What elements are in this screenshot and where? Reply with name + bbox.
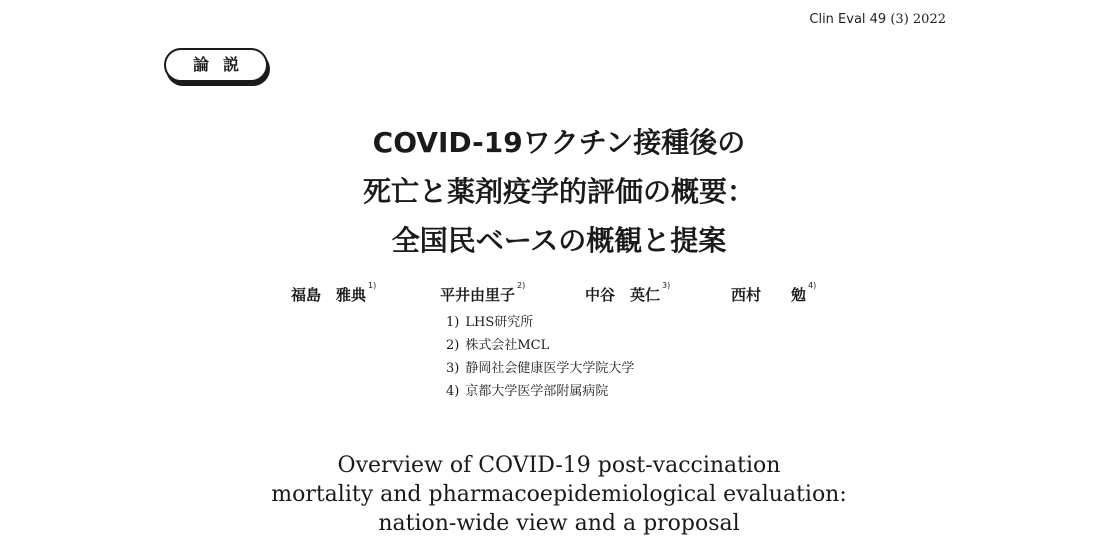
affiliation-number: 2) (446, 338, 460, 353)
author-name: 西村 勉 (731, 286, 807, 304)
title-ja-line-2: 死亡と薬剤疫学的評価の概要： (362, 175, 755, 208)
author-affil-mark: 1) (368, 281, 377, 290)
affiliation-name: 株式会社MCL (465, 338, 550, 353)
affiliation-name: LHS研究所 (465, 315, 534, 330)
affiliation-2 (446, 334, 634, 357)
title-ja-line-1: COVID-19ワクチン接種後の (372, 126, 746, 159)
title-english (0, 451, 1118, 538)
journal-issue: (3) 2022 (890, 12, 946, 27)
section-tag-badge (164, 48, 272, 88)
title-ja-line-3: 全国民ベースの概観と提案 (391, 224, 727, 257)
author-1 (291, 281, 377, 305)
author-2 (440, 281, 526, 305)
author-4 (731, 281, 817, 305)
title-en-line-1: Overview of COVID-19 post-vaccination (337, 453, 781, 478)
affiliation-number: 4) (446, 384, 460, 399)
affiliation-name: 京都大学医学部附属病院 (465, 384, 609, 399)
author-name: 平井由里子 (440, 286, 516, 304)
author-affil-mark: 4) (808, 281, 817, 290)
affiliation-name: 静岡社会健康医学大学院大学 (465, 361, 635, 376)
journal-citation (809, 12, 946, 27)
affiliation-list (446, 311, 634, 403)
affiliation-1 (446, 311, 634, 334)
journal-name: Clin Eval 49 (809, 12, 887, 27)
author-affil-mark: 2) (517, 281, 526, 290)
title-en-line-3: nation-wide view and a proposal (378, 511, 740, 536)
section-tag: 論説 (164, 48, 268, 82)
author-3 (585, 281, 671, 305)
affiliation-4 (446, 380, 634, 403)
author-name: 中谷 英仁 (585, 286, 661, 304)
author-name: 福島 雅典 (291, 286, 367, 304)
affiliation-3 (446, 357, 634, 380)
affiliation-number: 1) (446, 315, 460, 330)
title-en-line-2: mortality and pharmacoepidemiological evaluation: (271, 482, 847, 507)
author-affil-mark: 3) (662, 281, 671, 290)
title-japanese (0, 118, 1118, 265)
affiliation-number: 3) (446, 361, 460, 376)
